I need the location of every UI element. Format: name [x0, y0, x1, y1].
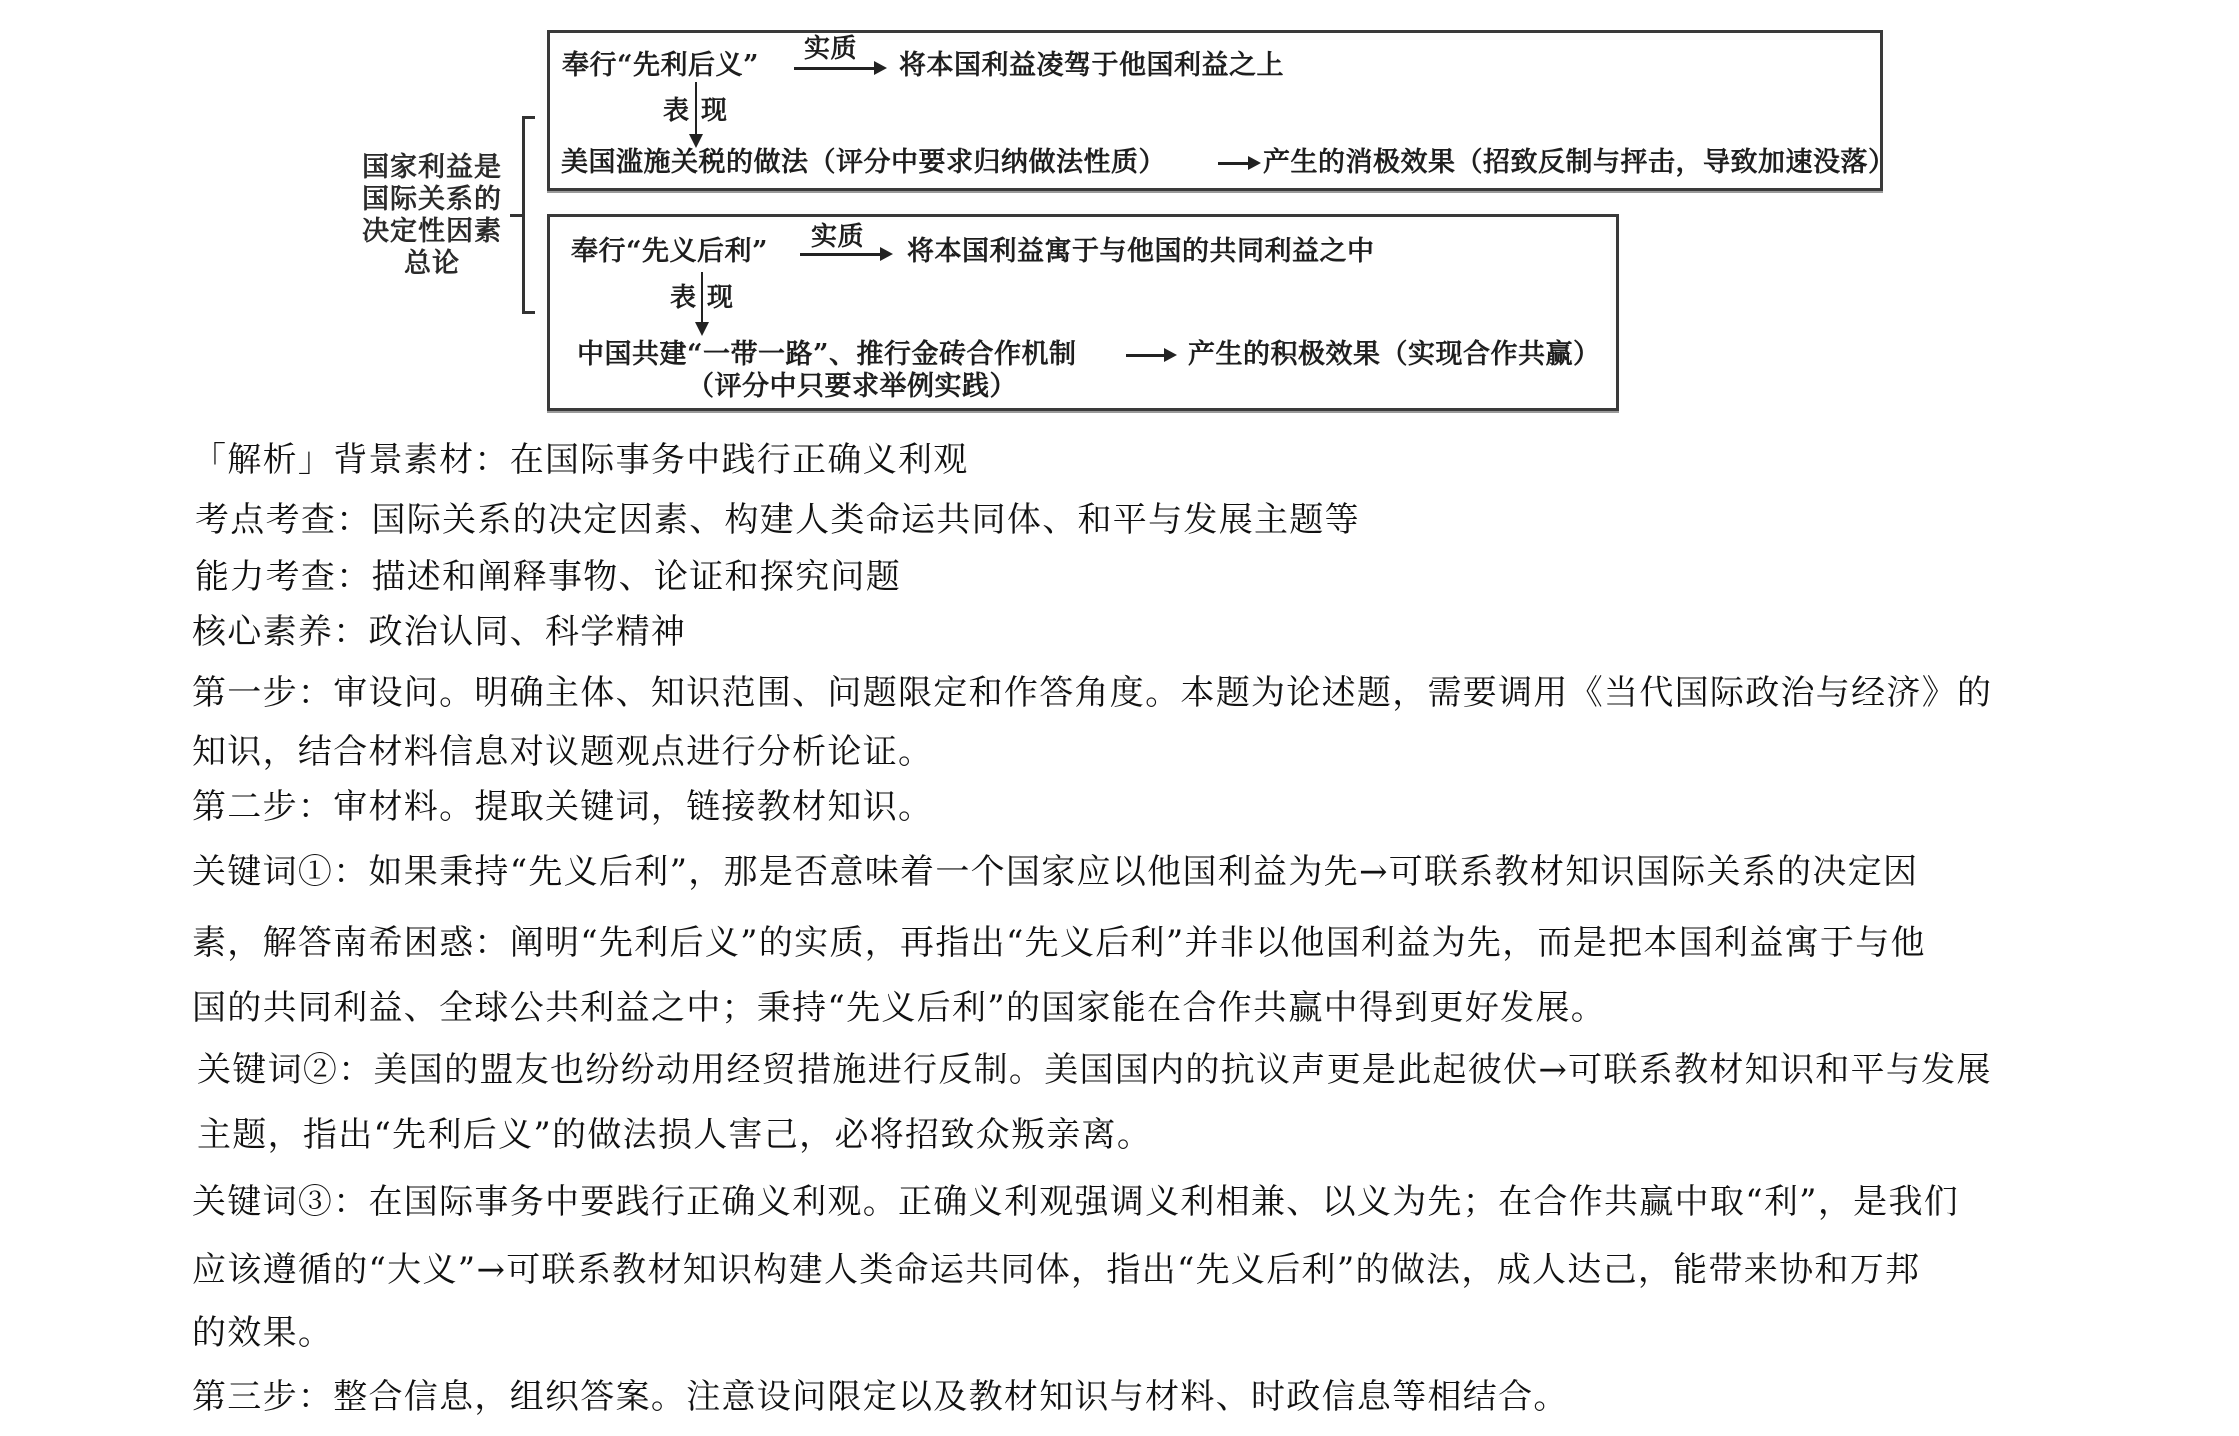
analysis-line: 关键词③：在国际事务中要践行正确义利观。正确义利观强调义利相兼、以义为先；在合作共赢中取“利”，是我们	[192, 1182, 1960, 1222]
manifest-label-left: 表	[663, 96, 690, 126]
root-label-line: 国家利益是	[362, 152, 502, 183]
analysis-heading-line: 「解析」背景素材：在国际事务中践行正确义利观	[192, 440, 969, 480]
analysis-line: 第三步：整合信息，组织答案。注意设问限定以及教材知识与材料、时政信息等相结合。	[192, 1377, 1569, 1417]
effect-text: 产生的消极效果（招致反制与抨击，导致加速没落）	[1263, 147, 1896, 178]
root-label-line: 总论	[404, 248, 460, 279]
analysis-line: 第二步：审材料。提取关键词，链接教材知识。	[192, 787, 934, 827]
analysis-line: 关键词②：美国的盟友也纷纷动用经贸措施进行反制。美国国内的抗议声更是此起彼伏→可联系教材知识和平与发展	[197, 1050, 1992, 1090]
root-label-line: 决定性因素	[362, 216, 502, 247]
principle-righteousness-first: 奉行“先义后利”	[571, 236, 769, 267]
manifest-label-left: 表	[670, 283, 697, 313]
effect-text: 产生的积极效果（实现合作共赢）	[1188, 339, 1601, 370]
essence-text: 将本国利益寓于与他国的共同利益之中	[907, 236, 1375, 267]
essence-label: 实质	[811, 222, 865, 252]
analysis-line: 知识，结合材料信息对议题观点进行分析论证。	[192, 732, 934, 772]
analysis-line: 考点考查：国际关系的决定因素、构建人类命运共同体、和平与发展主题等	[195, 500, 1360, 540]
practice-text: 美国滥施关税的做法（评分中要求归纳做法性质）	[561, 147, 1166, 178]
analysis-line: 能力考查：描述和阐释事物、论证和探究问题	[195, 557, 901, 597]
analysis-line: 国的共同利益、全球公共利益之中；秉持“先义后利”的国家能在合作共赢中得到更好发展。	[192, 988, 1607, 1028]
practice-text: 中国共建“一带一路”、推行金砖合作机制	[577, 339, 1077, 370]
principle-profit-first: 奉行“先利后义”	[562, 50, 760, 81]
manifest-label-right: 现	[707, 283, 734, 313]
manifest-label-right: 现	[701, 96, 728, 126]
analysis-line: 第一步：审设问。明确主体、知识范围、问题限定和作答角度。本题为论述题，需要调用《当代国际政治与经济》的	[192, 673, 1993, 713]
practice-note: （评分中只要求举例实践）	[687, 371, 1017, 402]
analysis-line: 应该遵循的“大义”→可联系教材知识构建人类命运共同体，指出“先义后利”的做法，成人达己，能带来协和万邦	[192, 1250, 1921, 1290]
analysis-line: 关键词①：如果秉持“先义后利”，那是否意味着一个国家应以他国利益为先→可联系教材知识国际关系的决定因	[192, 852, 1919, 892]
root-label-line: 国际关系的	[362, 184, 502, 215]
analysis-line: 核心素养：政治认同、科学精神	[192, 612, 687, 652]
diagram-root-label	[356, 152, 508, 280]
analysis-line: 主题，指出“先利后义”的做法损人害己，必将招致众叛亲离。	[197, 1115, 1153, 1155]
essence-label: 实质	[804, 34, 858, 64]
analysis-line: 素，解答南希困惑：阐明“先利后义”的实质，再指出“先义后利”并非以他国利益为先，而是把本国利益寓于与他	[192, 923, 1926, 963]
essence-text: 将本国利益凌驾于他国利益之上	[899, 50, 1284, 81]
analysis-line: 的效果。	[192, 1313, 334, 1353]
